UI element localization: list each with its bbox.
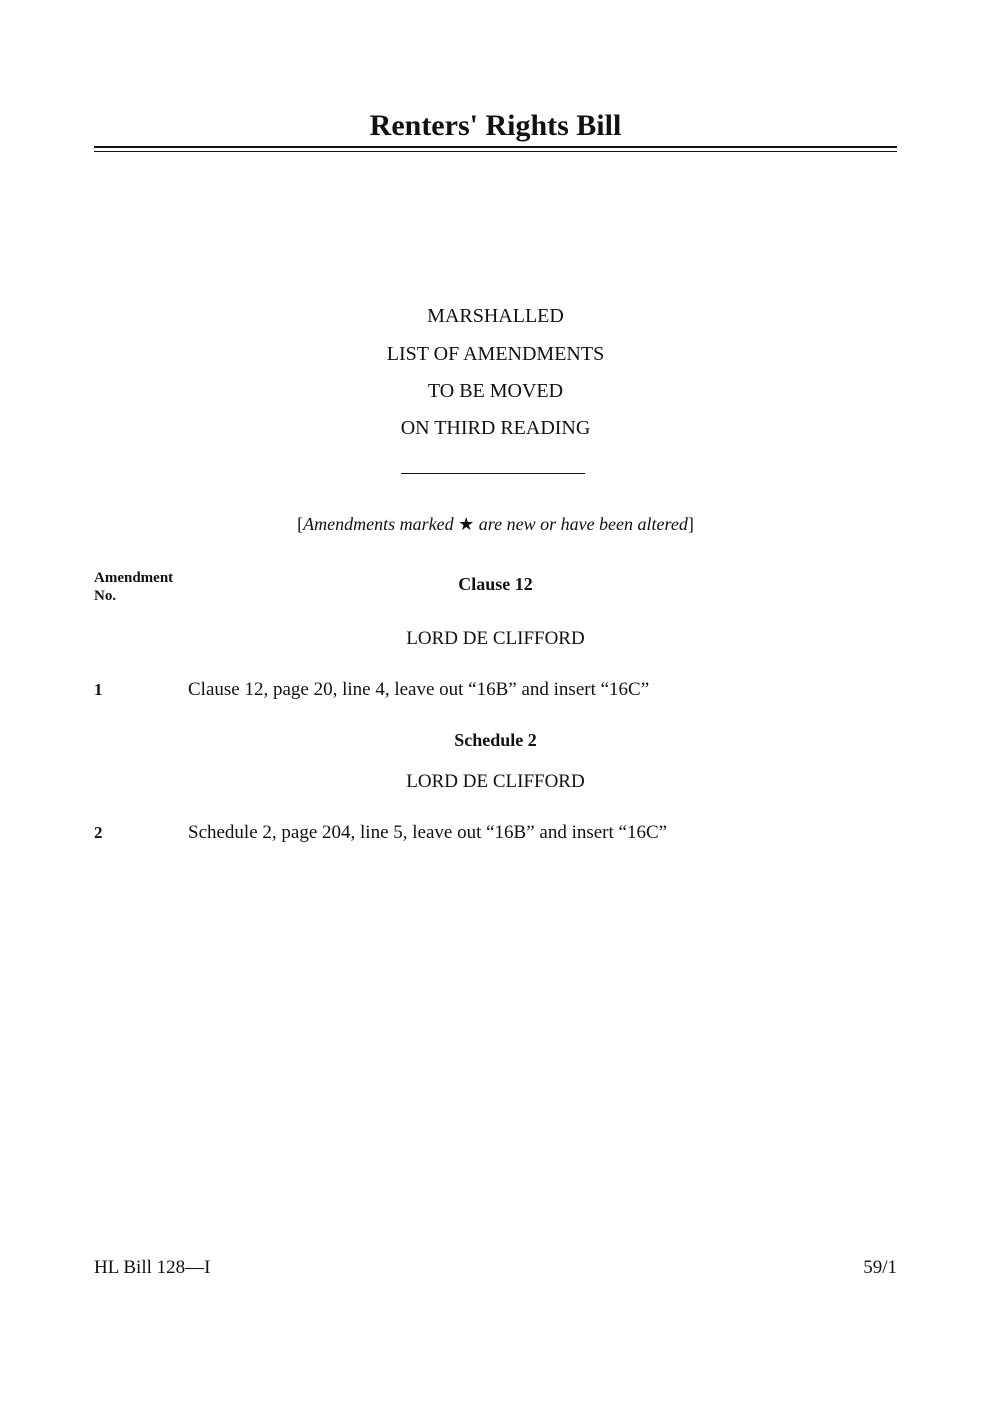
star-icon: ★	[458, 514, 475, 534]
footer-bill-reference: HL Bill 128—I	[94, 1257, 211, 1278]
footer-print-reference: 59/1	[863, 1257, 897, 1278]
note-close-bracket: ]	[687, 514, 694, 534]
heading-line-4: ON THIRD READING	[400, 417, 591, 439]
amendments-note	[94, 513, 897, 535]
amendment-label-line-2: No.	[94, 588, 117, 604]
title-rule-thick	[94, 146, 897, 148]
amendment-number: 2	[94, 823, 103, 842]
heading-line-2: LIST OF AMENDMENTS	[386, 343, 605, 365]
amendment-label-line-1: Amendment	[94, 570, 174, 586]
section-heading-schedule-2: Schedule 2	[454, 730, 537, 750]
heading-line-1: MARSHALLED	[427, 305, 564, 327]
member-name: LORD DE CLIFFORD	[406, 771, 585, 792]
member-name: LORD DE CLIFFORD	[406, 628, 585, 649]
heading-line-3: TO BE MOVED	[427, 380, 564, 402]
heading-divider	[401, 473, 585, 474]
amendment-text: Clause 12, page 20, line 4, leave out “16B” and insert “16C”	[188, 679, 650, 700]
amendment-text: Schedule 2, page 204, line 5, leave out “16B” and insert “16C”	[188, 822, 668, 843]
amendment-number: 1	[94, 680, 103, 699]
note-text-before: Amendments marked	[303, 514, 454, 534]
section-heading-clause-12: Clause 12	[458, 574, 533, 594]
document-title: Renters' Rights Bill	[369, 109, 622, 142]
note-open-bracket: [	[297, 514, 304, 534]
note-text-after: are new or have been altered	[478, 514, 688, 534]
title-rule-thin	[94, 151, 897, 152]
